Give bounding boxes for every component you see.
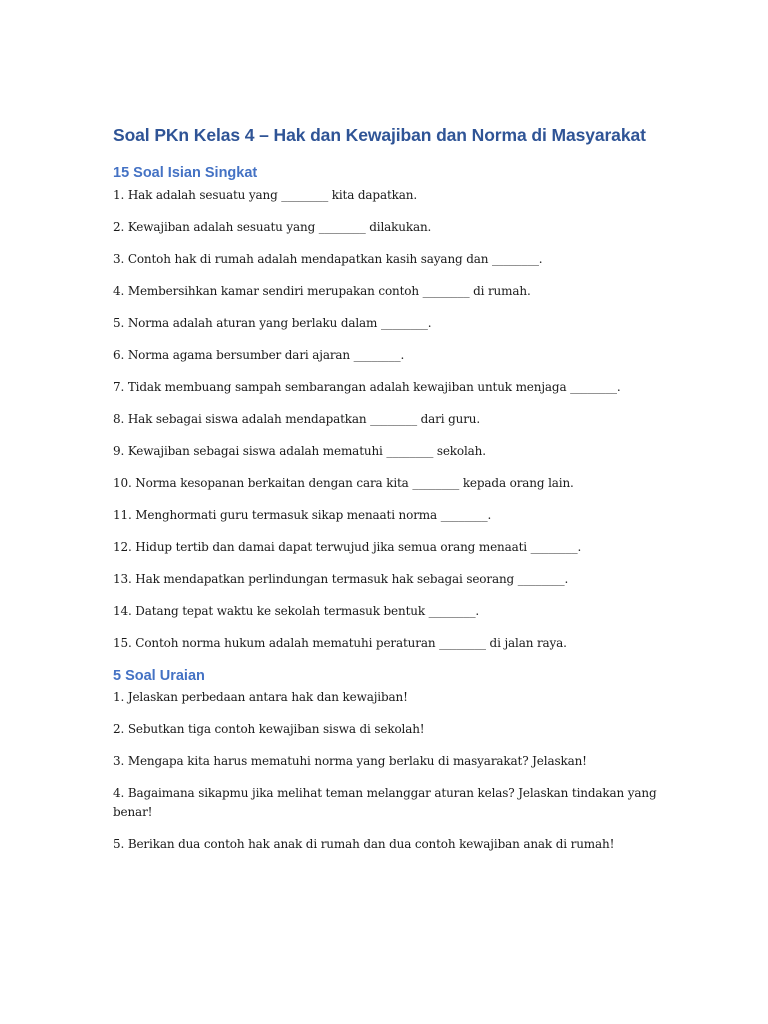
uraian-question-list — [113, 688, 658, 854]
uraian-question: 2. Sebutkan tiga contoh kewajiban siswa di sekolah! — [113, 722, 425, 736]
isian-question: 6. Norma agama bersumber dari ajaran ________. — [113, 348, 405, 362]
isian-question: 2. Kewajiban adalah sesuatu yang ________ dilakukan. — [113, 220, 432, 234]
uraian-question: 3. Mengapa kita harus mematuhi norma yang berlaku di masyarakat? Jelaskan! — [113, 754, 587, 768]
isian-question: 8. Hak sebagai siswa adalah mendapatkan ________ dari guru. — [113, 412, 481, 426]
isian-question: 15. Contoh norma hukum adalah mematuhi peraturan ________ di jalan raya. — [113, 636, 567, 650]
isian-question: 10. Norma kesopanan berkaitan dengan cara kita ________ kepada orang lain. — [113, 476, 574, 490]
isian-question: 3. Contoh hak di rumah adalah mendapatkan kasih sayang dan ________. — [113, 252, 543, 266]
document-page — [113, 122, 658, 867]
uraian-question: 4. Bagaimana sikapmu jika melihat teman melanggar aturan kelas? Jelaskan tindakan yang benar! — [113, 786, 657, 819]
isian-question: 12. Hidup tertib dan damai dapat terwujud jika semua orang menaati ________. — [113, 540, 582, 554]
isian-question: 13. Hak mendapatkan perlindungan termasuk hak sebagai seorang ________. — [113, 572, 569, 586]
isian-question: 7. Tidak membuang sampah sembarangan adalah kewajiban untuk menjaga ________. — [113, 380, 621, 394]
document-title: Soal PKn Kelas 4 – Hak dan Kewajiban dan Norma di Masyarakat — [113, 125, 646, 145]
section-heading-isian: 15 Soal Isian Singkat — [113, 165, 258, 181]
isian-question: 11. Menghormati guru termasuk sikap menaati norma ________. — [113, 508, 492, 522]
uraian-question: 1. Jelaskan perbedaan antara hak dan kewajiban! — [113, 690, 408, 704]
isian-question: 4. Membersihkan kamar sendiri merupakan contoh ________ di rumah. — [113, 284, 531, 298]
uraian-question: 5. Berikan dua contoh hak anak di rumah dan dua contoh kewajiban anak di rumah! — [113, 837, 615, 851]
isian-question: 5. Norma adalah aturan yang berlaku dalam ________. — [113, 316, 432, 330]
section-heading-uraian: 5 Soal Uraian — [113, 668, 205, 684]
isian-question-list — [113, 186, 658, 653]
isian-question: 14. Datang tepat waktu ke sekolah termasuk bentuk ________. — [113, 604, 480, 618]
isian-question: 1. Hak adalah sesuatu yang ________ kita dapatkan. — [113, 188, 417, 202]
isian-question: 9. Kewajiban sebagai siswa adalah mematuhi ________ sekolah. — [113, 444, 486, 458]
